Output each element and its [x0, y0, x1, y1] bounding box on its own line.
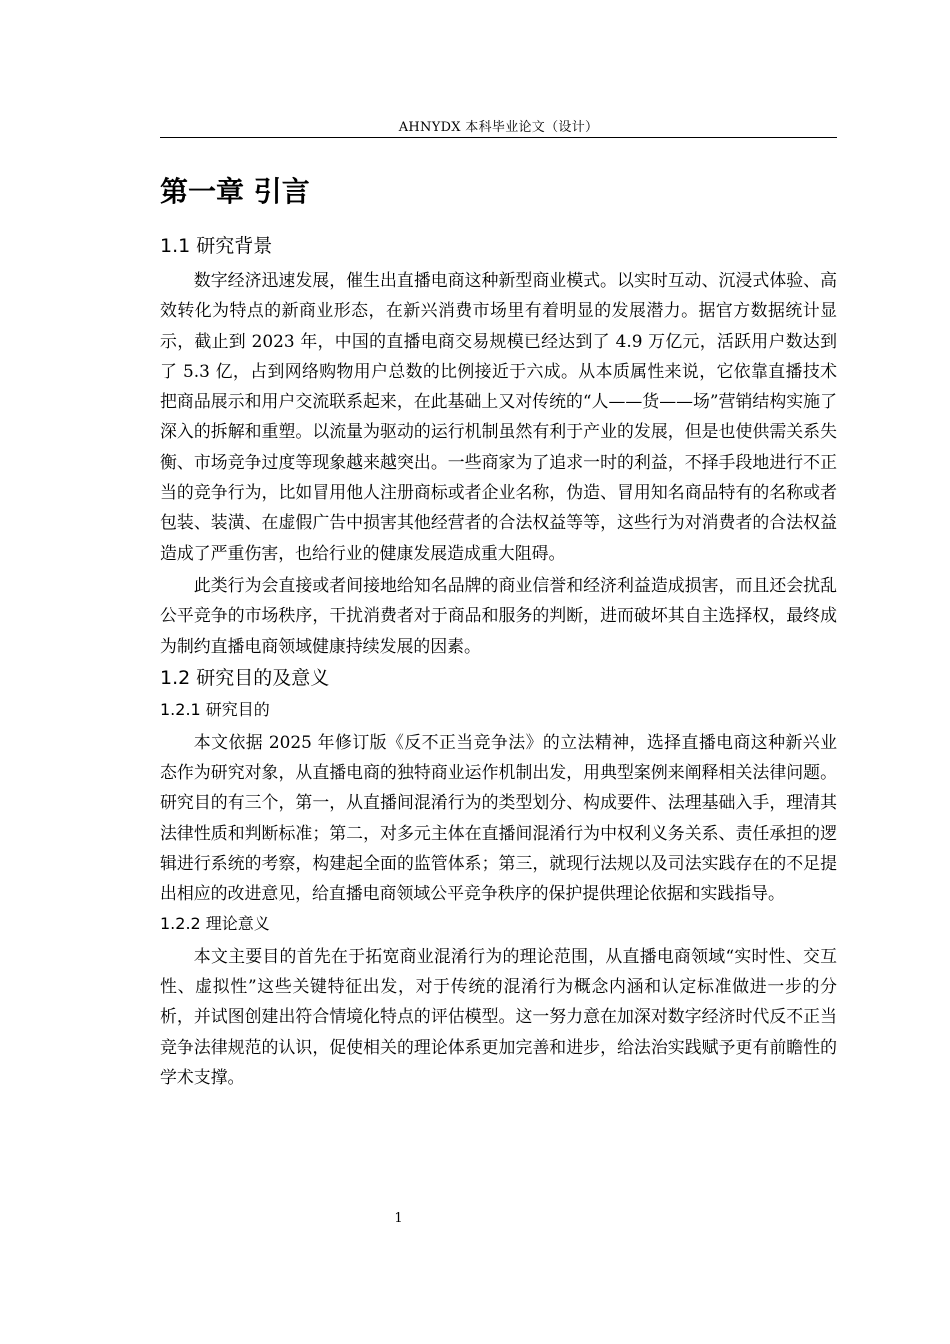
subsection-heading-1-2-1: 1.2.1 研究目的	[160, 699, 270, 719]
page-body	[160, 170, 837, 1092]
body-paragraph: 本文依据 2025 年修订版《反不正当竞争法》的立法精神，选择直播电商这种新兴业态作为研究对象，从直播电商的独特商业运作机制出发，用典型案例来阐释相关法律问题。研究目的有三个，第一，从直播间混淆行为的类型划分、构成要件、法理基础入手，理清其法律性质和判断标准；第二，对多元主体在直播间混淆行为中权利义务关系、责任承担的逻辑进行系统的考察，构建起全面的监管体系；第三，就现行法规以及司法实践存在的不足提出相应的改进意见，给直播电商领域公平竞争秩序的保护提供理论依据和实践指导。	[160, 731, 837, 904]
chapter-title: 第一章 引言	[160, 175, 310, 208]
body-paragraph: 本文主要目的首先在于拓宽商业混淆行为的理论范围，从直播电商领域“实时性、交互性、虚拟性”这些关键特征出发，对于传统的混淆行为概念内涵和认定标准做进一步的分析，并试图创建出符合情境化特点的评估模型。这一努力意在加深对数字经济时代反不正当竞争法律规范的认识，促使相关的理论体系更加完善和进步，给法治实践赋予更有前瞻性的学术支撑。	[160, 945, 837, 1087]
body-paragraph: 此类行为会直接或者间接地给知名品牌的商业信誉和经济利益造成损害，而且还会扰乱公平竞争的市场秩序，干扰消费者对于商品和服务的判断，进而破坏其自主选择权，最终成为制约直播电商领域健康持续发展的因素。	[160, 574, 837, 656]
section-heading-1-2: 1.2 研究目的及意义	[160, 666, 330, 689]
running-header: AHNYDX 本科毕业论文（设计）	[398, 120, 599, 135]
subsection-heading-1-2-2: 1.2.2 理论意义	[160, 913, 270, 933]
header-rule	[160, 137, 837, 138]
body-paragraph: 数字经济迅速发展，催生出直播电商这种新型商业模式。以实时互动、沉浸式体验、高效转化为特点的新商业形态，在新兴消费市场里有着明显的发展潜力。据官方数据统计显示，截止到 2023 年，中国的直播电商交易规模已经达到了 4.9 万亿元，活跃用户数达到了 5.3 亿，占到网络购物用户总数的比例接近于六成。从本质属性来说，它依靠直播技术把商品展示和用户交流联系起来，在此基础上又对传统的“人——货——场”营销结构实施了深入的拆解和重塑。以流量为驱动的运行机制虽然有利于产业的发展，但是也使供需关系失衡、市场竞争过度等现象越来越突出。一些商家为了追求一时的利益，不择手段地进行不正当的竞争行为，比如冒用他人注册商标或者企业名称，伪造、冒用知名商品特有的名称或者包装、装潢、在虚假广告中损害其他经营者的合法权益等等，这些行为对消费者的合法权益造成了严重伤害，也给行业的健康发展造成重大阻碍。	[160, 270, 837, 563]
page-number: 1	[394, 1211, 403, 1226]
section-heading-1-1: 1.1 研究背景	[160, 235, 273, 257]
